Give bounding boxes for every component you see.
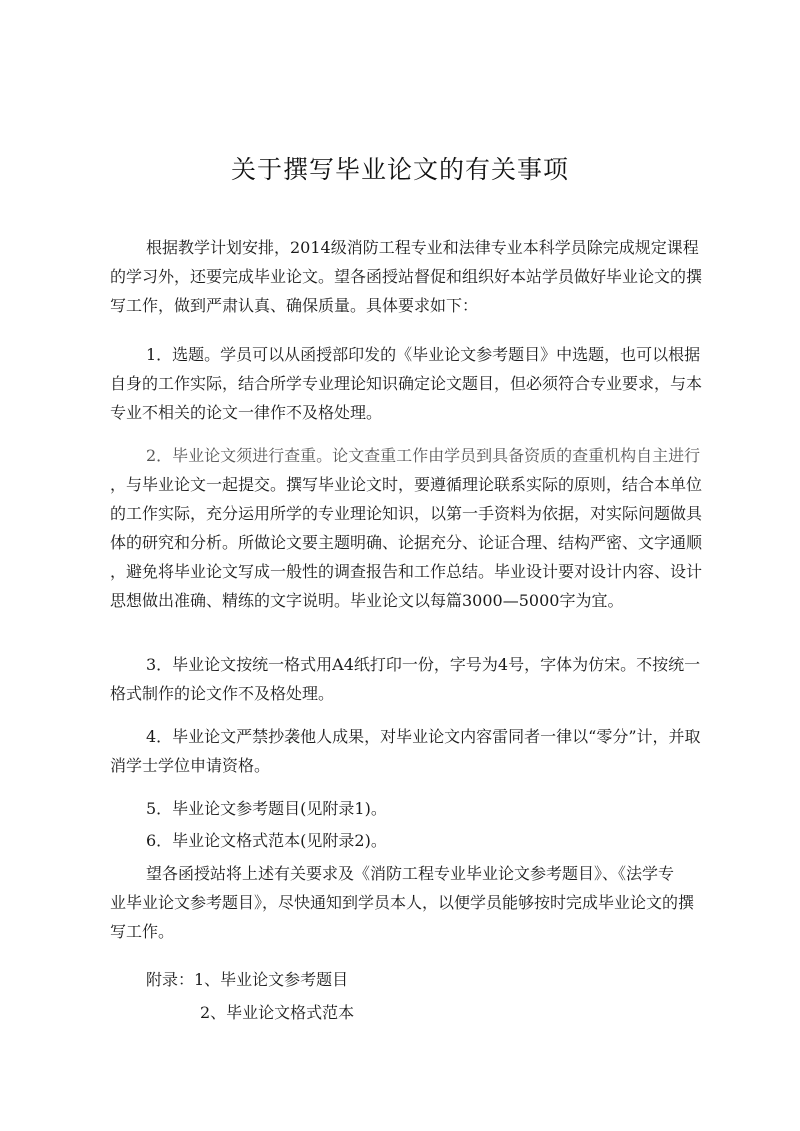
intro-paragraph [110,233,703,320]
text-line: 根据教学计划安排，2014级消防工程专业和法律专业本科学员除完成规定课程 [146,238,699,257]
text-line: 自身的工作实际，结合所学专业理论知识确定论文题目，但必须符合专业要求，与本 [110,374,703,393]
text-line: 2、毕业论文格式范本 [200,1003,355,1022]
text-line: 1．选题。学员可以从函授部印发的《毕业论文参考题目》中选题，也可以根据 [146,345,701,364]
appendix-line-1 [110,965,700,994]
text-line: 格式制作的论文作不及格处理。 [110,684,335,703]
item-5-paragraph [110,794,700,823]
closing-paragraph [110,859,700,946]
text-line: 写工作，做到严肃认真、确保质量。具体要求如下： [110,296,479,315]
text-line: 消学士学位申请资格。 [110,756,271,775]
text-line: 3．毕业论文按统一格式用A4纸打印一份，字号为4号，字体为仿宋。不按统一 [146,655,701,674]
text-line: 写工作。 [110,922,175,941]
text-line: ，避免将毕业论文写成一般性的调查报告和工作总结。毕业设计要对设计内容、设计 [110,562,703,581]
text-line: 的学习外，还要完成毕业论文。望各函授站督促和组织好本站学员做好毕业论文的撰 [110,267,703,286]
item-1-paragraph [110,340,703,427]
text-line: 业毕业论文参考题目》，尽快通知到学员本人，以便学员能够按时完成毕业论文的撰 [110,893,695,912]
text-line: 望各函授站将上述有关要求及《消防工程专业毕业论文参考题目》、《法学专 [146,864,675,883]
item-3-paragraph [110,650,700,708]
text-line: 2．毕业论文须进行查重。论文查重工作由学员到具备资质的查重机构自主进行 [146,446,701,465]
text-line: 4．毕业论文严禁抄袭他人成果，对毕业论文内容雷同者一律以“零分”计，并取 [146,727,701,746]
text-line: 体的研究和分析。所做论文要主题明确、论据充分、论证合理、结构严密、文字通顺 [110,533,703,552]
item-6-paragraph [110,826,700,855]
item-2-paragraph [110,441,703,615]
text-line: 附录：1、毕业论文参考题目 [146,970,349,989]
text-line: ，与毕业论文一起提交。撰写毕业论文时，要遵循理论联系实际的原则，结合本单位 [110,475,703,494]
text-line: 的工作实际，充分运用所学的专业理论知识，以第一手资料为依据，对实际问题做具 [110,504,703,523]
text-line: 6．毕业论文格式范本(见附录2)。 [146,831,387,850]
text-line: 5．毕业论文参考题目(见附录1)。 [146,799,387,818]
appendix-line-2 [200,998,600,1027]
document-title: 关于撰写毕业论文的有关事项 [230,155,569,184]
text-line: 思想做出准确、精练的文字说明。毕业论文以每篇3000—5000字为宜。 [110,591,624,610]
text-line: 专业不相关的论文一律作不及格处理。 [110,403,383,422]
item-4-paragraph [110,722,700,780]
